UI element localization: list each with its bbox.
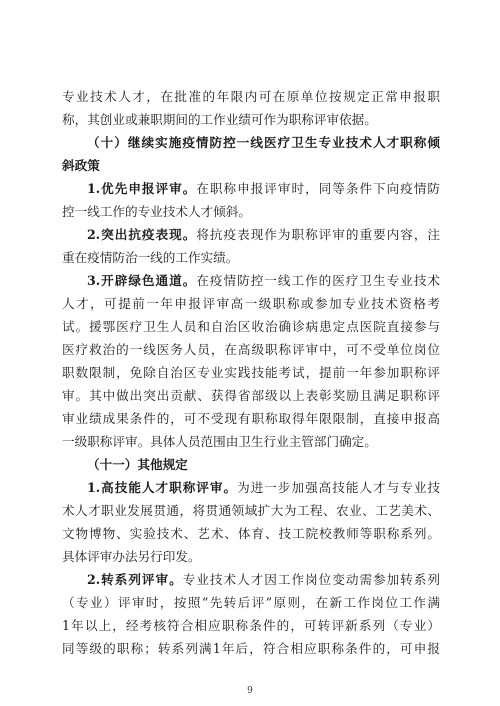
text-line: 2.突出抗疫表现。将抗疫表现作为职称评审的重要内容，注 [87, 227, 440, 242]
text-line: 审业绩成果条件的，可不受现有职称取得年限限制，直接申报高 [62, 411, 440, 426]
section-heading: （十一）其他规定 [87, 457, 188, 472]
text-line: 职数限制，免除自治区专业实践技能考试，提前一年参加职称评 [62, 365, 440, 380]
text-line: 一级职称评审。具体人员范围由卫生行业主管部门确定。 [62, 434, 377, 449]
text-line: 术人才职业发展贯通，将贯通领域扩大为工程、农业、工艺美术、 [62, 503, 440, 518]
text-line: 1.优先申报评审。在职称申报评审时，同等条件下向疫情防 [87, 181, 440, 196]
text-line: 1.高技能人才职称评审。为进一步加强高技能人才与专业技 [87, 480, 440, 495]
section-heading-cont: 斜政策 [62, 158, 100, 173]
text-line: 称，其创业或兼职期间的工作业绩可作为职称评审依据。 [62, 112, 377, 127]
text-line: 2.转系列评审。专业技术人才因工作岗位变动需参加转系列 [87, 572, 440, 587]
text-line: 控一线工作的专业技术人才倾斜。 [62, 204, 251, 219]
text-line: 专业技术人才，在批准的年限内可在原单位按规定正常申报职 [62, 89, 440, 104]
section-heading: （十）继续实施疫情防控一线医疗卫生专业技术人才职称倾 [87, 135, 440, 150]
text-line: 审。其中做出突出贡献、获得省部级以上表彰奖励且满足职称评 [62, 388, 440, 403]
text-line: 3.开辟绿色通道。在疫情防控一线工作的医疗卫生专业技术 [87, 273, 440, 288]
text-line: 重在疫情防治一线的工作实绩。 [62, 250, 239, 265]
text-line: 同等级的职称；转系列满1年后，符合相应职称条件的，可申报 [62, 641, 440, 656]
text-line: 1年以上，经考核符合相应职称条件的，可转评新系列（专业） [62, 618, 440, 633]
text-line: 具体评审办法另行印发。 [62, 549, 201, 564]
text-line: 医疗救治的一线医务人员，在高级职称评审中，可不受单位岗位 [62, 342, 440, 357]
text-line: 试。援鄂医疗卫生人员和自治区收治确诊病患定点医院直接参与 [62, 319, 440, 334]
page-number: 9 [247, 686, 253, 696]
text-line: 人才，可提前一年申报评审高一级职称或参加专业技术资格考 [62, 296, 440, 311]
text-line: 文物博物、实验技术、艺术、体育、技工院校教师等职称系列。 [62, 526, 440, 541]
text-line: （专业）评审时，按照“先转后评”原则，在新工作岗位工作满 [62, 595, 440, 610]
